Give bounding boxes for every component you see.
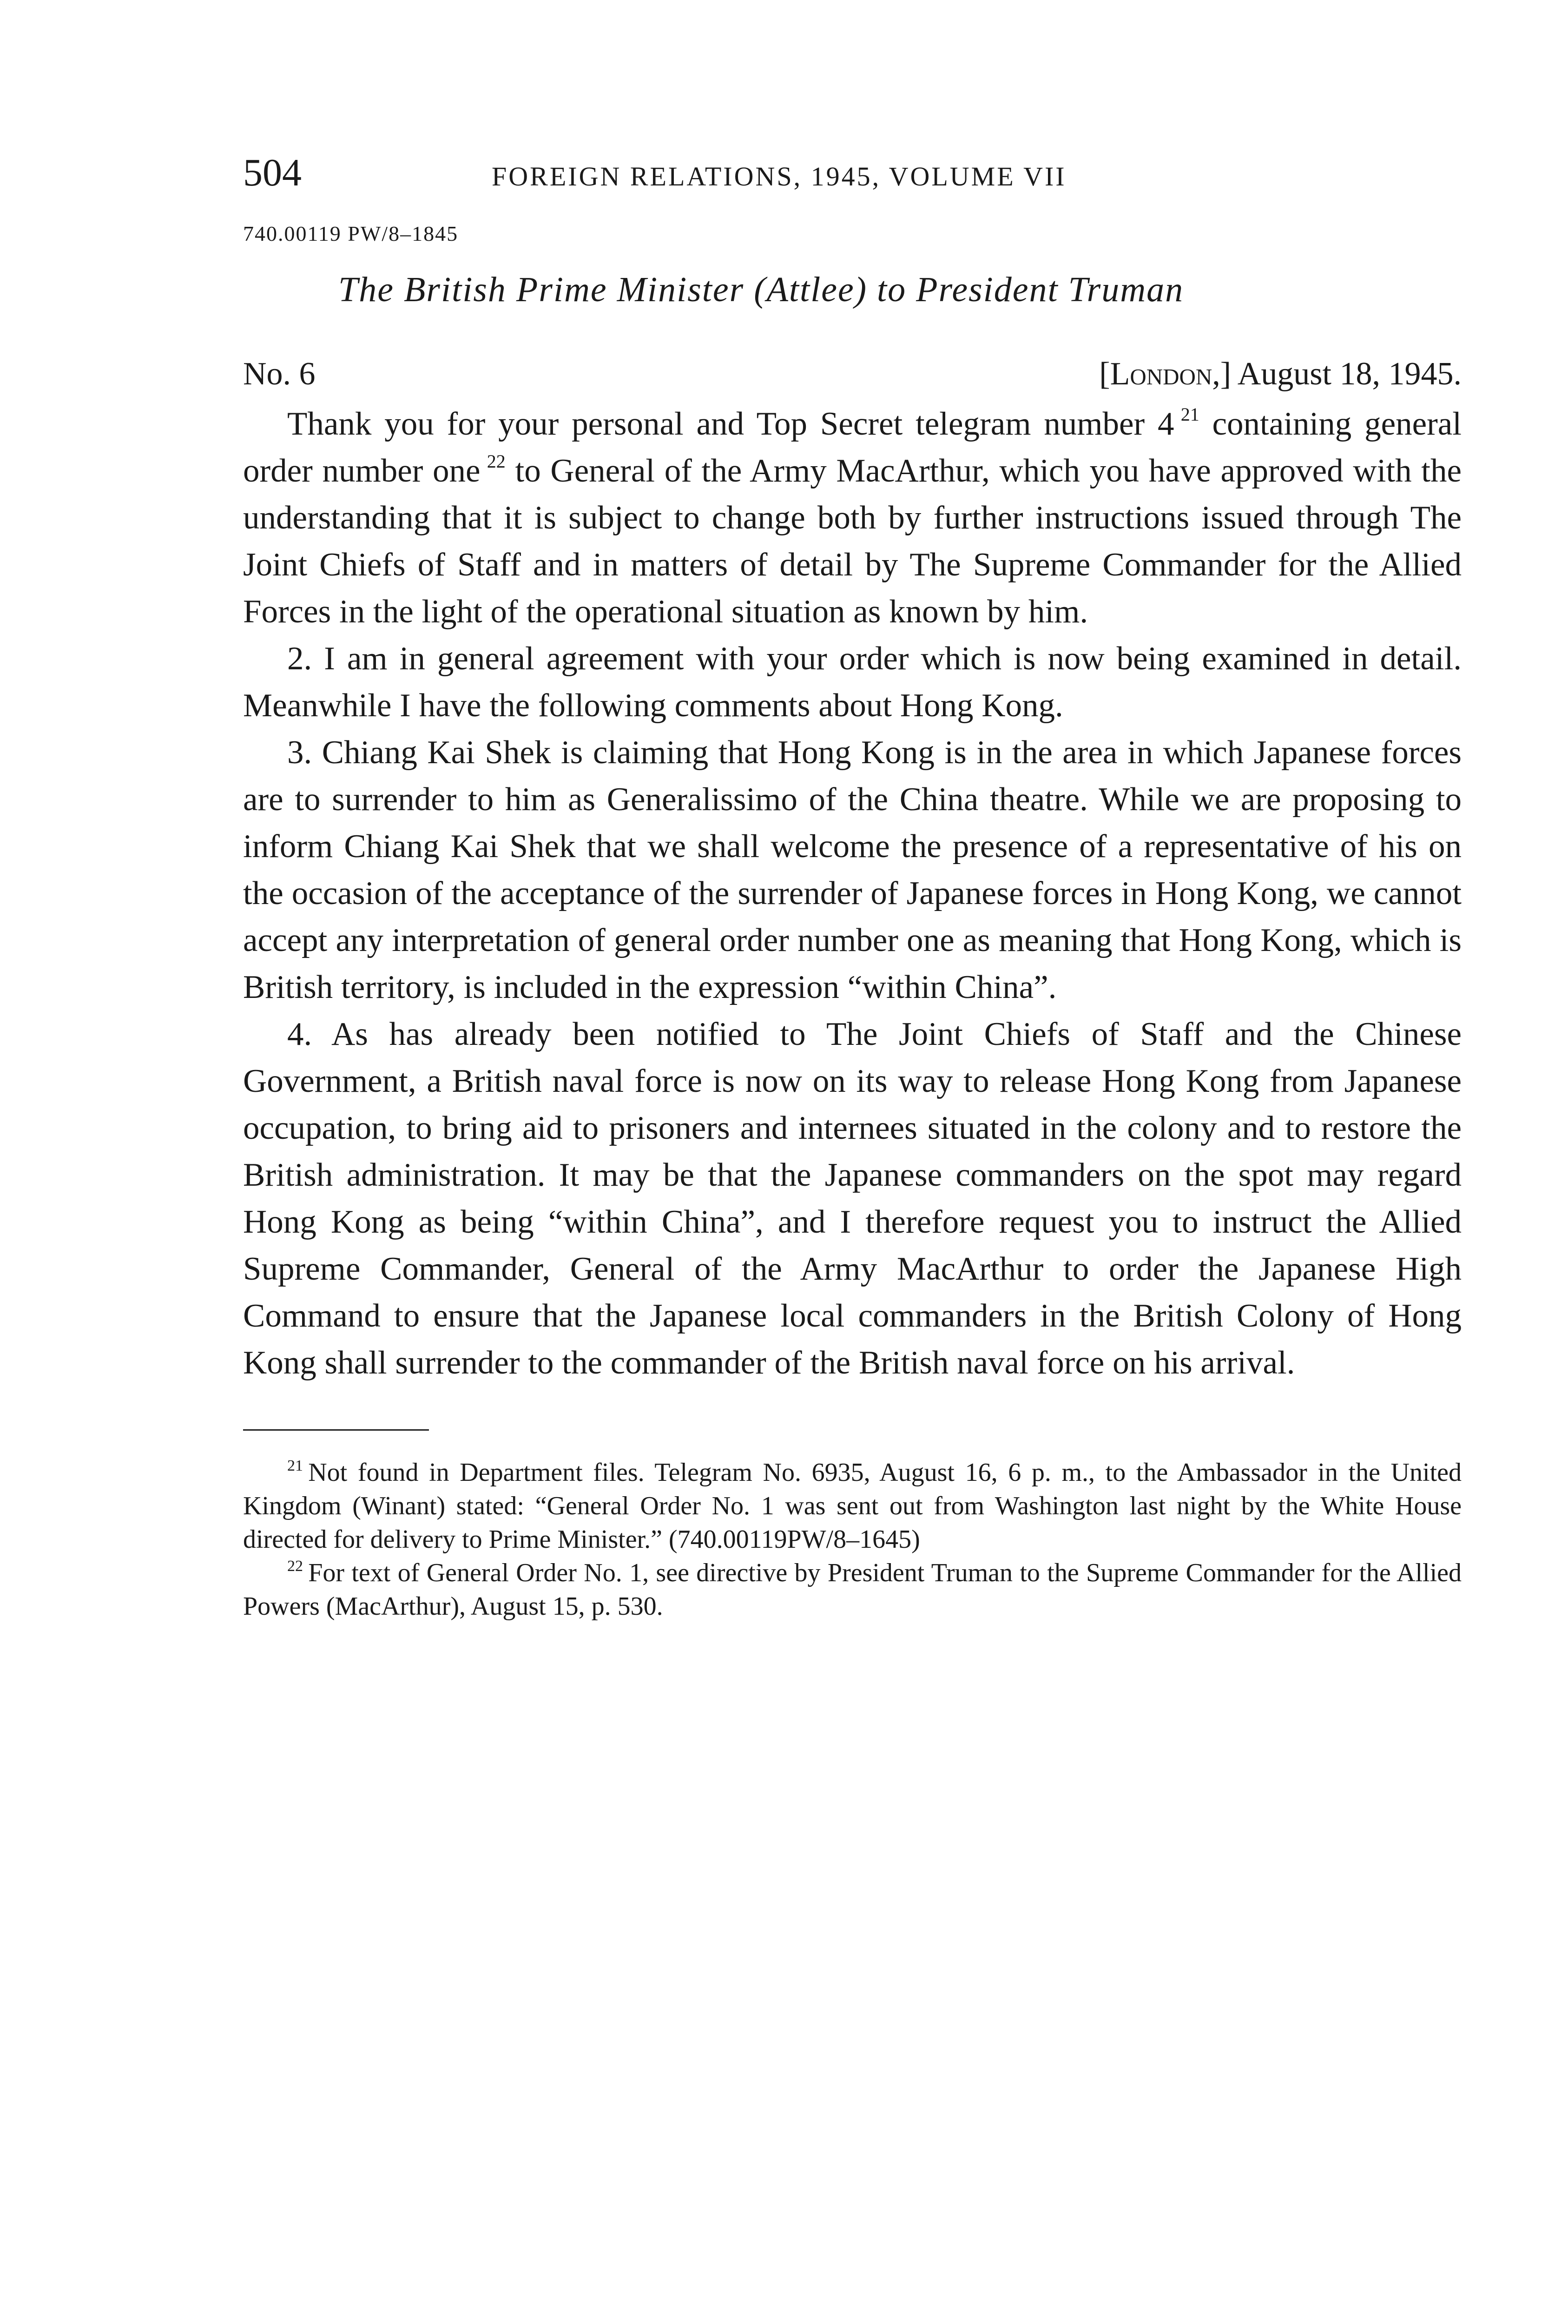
footnote-22 <box>243 1556 1462 1623</box>
paragraph-1-part-a: Thank you for your personal and Top Secret telegram number 4 <box>287 406 1174 442</box>
dateline <box>243 353 1462 395</box>
document-page <box>243 153 1462 1623</box>
paragraph-3: 3. Chiang Kai Shek is claiming that Hong Kong is in the area in which Japanese forces are to surrender to him as Generalissimo of the China theatre. While we are proposing to inform Chiang Kai Shek that we shall welcome the presence of a representative of his on the occasion of the acceptance of the surrender of Japanese forces in Hong Kong, we cannot accept any interpretation of general order number one as meaning that Hong Kong, which is British territory, is included in the expression “within China”. <box>243 734 1462 1005</box>
footnote-ref-22[interactable]: 22 <box>487 451 506 472</box>
footnote-21 <box>243 1456 1462 1556</box>
place-and-date <box>1099 353 1462 395</box>
footnote-text: For text of General Order No. 1, see directive by President Truman to the Supreme Commander for the Allied Powers (MacArthur), August 15, p. 530. <box>243 1558 1462 1621</box>
running-title: FOREIGN RELATIONS, 1945, VOLUME VII <box>492 161 1067 191</box>
document-title: The British Prime Minister (Attlee) to President Truman <box>338 270 1184 309</box>
running-header <box>243 153 1462 209</box>
paragraph-2: 2. I am in general agreement with your order which is now being examined in detail. Meanwhile I have the following comments about Hong Kong. <box>243 640 1462 724</box>
page-number: 504 <box>243 151 302 194</box>
paragraph-1-part-b: containing general order number one <box>243 406 1462 489</box>
date: August 18, 1945. <box>1237 356 1462 392</box>
document-number: No. 6 <box>243 356 316 392</box>
paragraph-4: 4. As has already been notified to The Joint Chiefs of Staff and the Chinese Government, a British naval force is now on its way to release Hong Kong from Japanese occupation, to bring aid to prisoners and internees situated in the colony and to restore the British administration. It may be that the Japanese commanders on the spot may regard Hong Kong as being “within China”, and I therefore request you to instruct the Allied Supreme Commander, General of the Army MacArthur to order the Japanese High Command to ensure that the Japanese local commanders in the British Colony of Hong Kong shall surrender to the commander of the British naval force on his arrival. <box>243 1016 1462 1381</box>
footnotes <box>243 1456 1462 1623</box>
footnote-marker: 22 <box>287 1558 303 1575</box>
paragraph-1-part-c: to General of the Army MacArthur, which you have approved with the understanding that it is subject to change both by further instructions issued through The Joint Chiefs of Staff and in matters of detail by The Supreme Commander for the Allied Forces in the light of the operational situation as known by him. <box>243 453 1462 630</box>
letter-body <box>243 401 1462 1386</box>
file-number: 740.00119 PW/8–1845 <box>243 222 459 245</box>
footnote-divider <box>243 1429 429 1431</box>
footnote-marker: 21 <box>287 1457 303 1474</box>
paragraph-1 <box>243 401 1462 635</box>
footnote-text: Not found in Department files. Telegram No. 6935, August 16, 6 p. m., to the Ambassador in the United Kingdom (Winant) stated: “General Order No. 1 was sent out from Washington last night by the White House directed for delivery to Prime Minister.” (740.00119PW/8–1645) <box>243 1458 1462 1554</box>
footnote-ref-21[interactable]: 21 <box>1180 404 1199 425</box>
place: [London,] <box>1099 356 1232 392</box>
